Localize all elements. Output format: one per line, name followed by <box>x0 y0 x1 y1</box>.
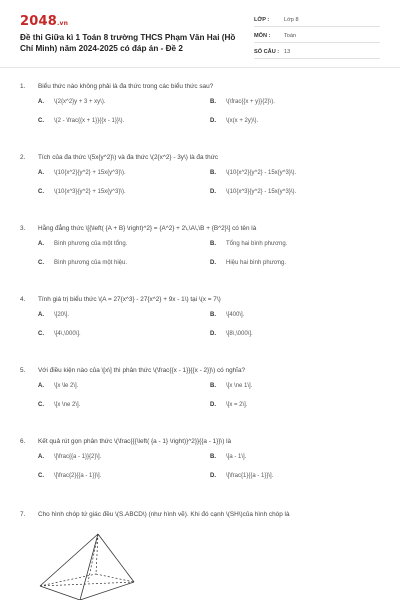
exam-title: Đề thi Giữa kì 1 Toán 8 trường THCS Phạm Văn Hai (Hồ Chí Minh) năm 2024-2025 có đáp án - Đề 2 <box>20 33 236 53</box>
option-text: \(10{x^3}{y^2} + 15x{y^3}\). <box>54 189 126 195</box>
option-letter: C. <box>38 118 44 124</box>
meta-label: SỐ CÂU : <box>254 49 280 55</box>
logo-main: 2048 <box>20 14 57 29</box>
option-d[interactable] <box>210 259 382 267</box>
question-text: Cho hình chóp tứ giác đều \(S.ABCD\) (như hình vẽ). Khi đó cạnh \(SH\)của hình chóp là <box>38 511 290 518</box>
option-text: \[400\]. <box>226 312 245 318</box>
option-text: Tổng hai bình phương. <box>226 241 288 247</box>
option-letter: B. <box>210 454 216 460</box>
option-letter: B. <box>210 383 216 389</box>
pyramid-edges <box>40 534 134 600</box>
question-7 <box>20 510 380 519</box>
question-number: 7. <box>20 511 26 518</box>
option-text: \[x \ne 2\]. <box>54 402 81 408</box>
option-b[interactable] <box>210 311 382 319</box>
option-text: \(2{x^2}y + 3 + xy\). <box>54 99 106 105</box>
question-3 <box>20 224 380 267</box>
option-text: Bình phương của một hiệu. <box>54 260 127 266</box>
option-letter: C. <box>38 260 44 266</box>
option-letter: A. <box>38 454 44 460</box>
option-letter: C. <box>38 189 44 195</box>
option-text: \[4\,\000\]. <box>54 331 81 337</box>
meta-row-count <box>254 46 380 59</box>
option-letter: D. <box>210 260 216 266</box>
option-text: \(10{x^2}{y^2} - 15x{y^3}\). <box>226 170 297 176</box>
meta-row-subject <box>254 30 380 43</box>
option-letter: B. <box>210 241 216 247</box>
page-header <box>0 0 400 66</box>
option-text: \(10{x^3}{y^2} - 15x{y^3}\). <box>226 189 297 195</box>
site-logo[interactable] <box>20 14 68 29</box>
question-text: Kết quả rút gọn phân thức \(\frac{{{\left( {a - 1} \right)}^2}}{{a - 1}}\) là <box>38 438 232 445</box>
option-letter: C. <box>38 473 44 479</box>
option-text: \(2 - \frac{{x + 1}}{{x - 1}}\). <box>54 118 125 124</box>
meta-row-class <box>254 14 380 27</box>
question-number: 4. <box>20 296 26 303</box>
question-number: 3. <box>20 225 26 232</box>
question-number: 1. <box>20 83 26 90</box>
option-c[interactable] <box>38 188 210 196</box>
option-a[interactable] <box>38 382 210 390</box>
question-text: Tích của đa thức \(5x{y^2}\) và đa thức \(2{x^2} - 3y\) là đa thức <box>38 154 219 161</box>
question-5 <box>20 366 380 409</box>
option-d[interactable] <box>210 188 382 196</box>
meta-value: 13 <box>284 49 291 55</box>
option-c[interactable] <box>38 330 210 338</box>
question-1 <box>20 82 380 125</box>
option-d[interactable] <box>210 117 382 125</box>
option-letter: A. <box>38 383 44 389</box>
option-letter: D. <box>210 189 216 195</box>
option-text: \[\frac{1}{{a - 1}}\]. <box>226 473 274 479</box>
option-d[interactable] <box>210 330 382 338</box>
question-4 <box>20 295 380 338</box>
option-letter: C. <box>38 402 44 408</box>
question-2 <box>20 153 380 196</box>
question-text: Biểu thức nào không phải là đa thức trong các biểu thức sau? <box>38 83 214 90</box>
meta-label: MÔN : <box>254 33 271 39</box>
option-text: \[x = 2\]. <box>226 402 248 408</box>
option-letter: A. <box>38 99 44 105</box>
option-text: \(x(x + 2y)\). <box>226 118 259 124</box>
option-a[interactable] <box>38 453 210 461</box>
option-text: \[a - 1\]. <box>226 454 247 460</box>
option-a[interactable] <box>38 169 210 177</box>
option-text: \[x \le 2\]. <box>54 383 79 389</box>
option-c[interactable] <box>38 259 210 267</box>
option-c[interactable] <box>38 117 210 125</box>
meta-label: LỚP : <box>254 17 270 23</box>
option-text: \[x \ne 1\]. <box>226 383 253 389</box>
pyramid-figure <box>36 530 136 600</box>
option-letter: D. <box>210 402 216 408</box>
option-c[interactable] <box>38 472 210 480</box>
option-text: \[20\]. <box>54 312 70 318</box>
option-c[interactable] <box>38 401 210 409</box>
question-number: 5. <box>20 367 26 374</box>
meta-value: Toán <box>284 33 297 39</box>
option-text: \(10{x^2}{y^2} + 15x{y^3}\). <box>54 170 126 176</box>
logo-suffix: .vn <box>56 20 69 27</box>
meta-value: Lớp 8 <box>284 17 299 23</box>
question-number: 6. <box>20 438 26 445</box>
option-a[interactable] <box>38 98 210 106</box>
option-text: Bình phương của một tổng. <box>54 241 128 247</box>
exam-meta-panel <box>254 14 380 62</box>
option-text: \[\frac{{a - 1}}{2}\]. <box>54 454 102 460</box>
question-6 <box>20 437 380 480</box>
question-number: 2. <box>20 154 26 161</box>
option-b[interactable] <box>210 453 382 461</box>
option-letter: C. <box>38 331 44 337</box>
option-letter: A. <box>38 241 44 247</box>
option-d[interactable] <box>210 472 382 480</box>
option-letter: A. <box>38 312 44 318</box>
option-letter: A. <box>38 170 44 176</box>
option-a[interactable] <box>38 311 210 319</box>
option-a[interactable] <box>38 240 210 248</box>
option-letter: B. <box>210 170 216 176</box>
header-divider <box>0 67 400 68</box>
question-text: Với điều kiện nào của \[x\] thì phân thức \(\frac{{x - 1}}{{x - 2}}\) có nghĩa? <box>38 367 246 374</box>
option-text: \[8\,\000\]. <box>226 331 253 337</box>
option-b[interactable] <box>210 169 382 177</box>
option-letter: D. <box>210 331 216 337</box>
option-letter: D. <box>210 118 216 124</box>
option-b[interactable] <box>210 98 382 106</box>
pyramid-hidden-edges <box>40 534 134 586</box>
option-text: \[\frac{2}{{a - 1}}\]. <box>54 473 102 479</box>
question-text: Tính giá trị biểu thức \(A = 27{x^3} - 27{x^2} + 9x - 1\) tại \(x = 7\) <box>38 296 221 303</box>
option-letter: B. <box>210 99 216 105</box>
question-text: Hằng đẳng thức \[{\left( {A + B} \right)^2} = {A^2} + 2\,\A\,\B + {B^2}\] có tên là <box>38 225 257 232</box>
option-b[interactable] <box>210 382 382 390</box>
option-text: Hiệu hai bình phương. <box>226 260 286 266</box>
option-b[interactable] <box>210 240 382 248</box>
option-d[interactable] <box>210 401 382 409</box>
option-letter: D. <box>210 473 216 479</box>
option-text: \(\frac{{x + y}}{2}\). <box>226 99 275 105</box>
option-letter: B. <box>210 312 216 318</box>
